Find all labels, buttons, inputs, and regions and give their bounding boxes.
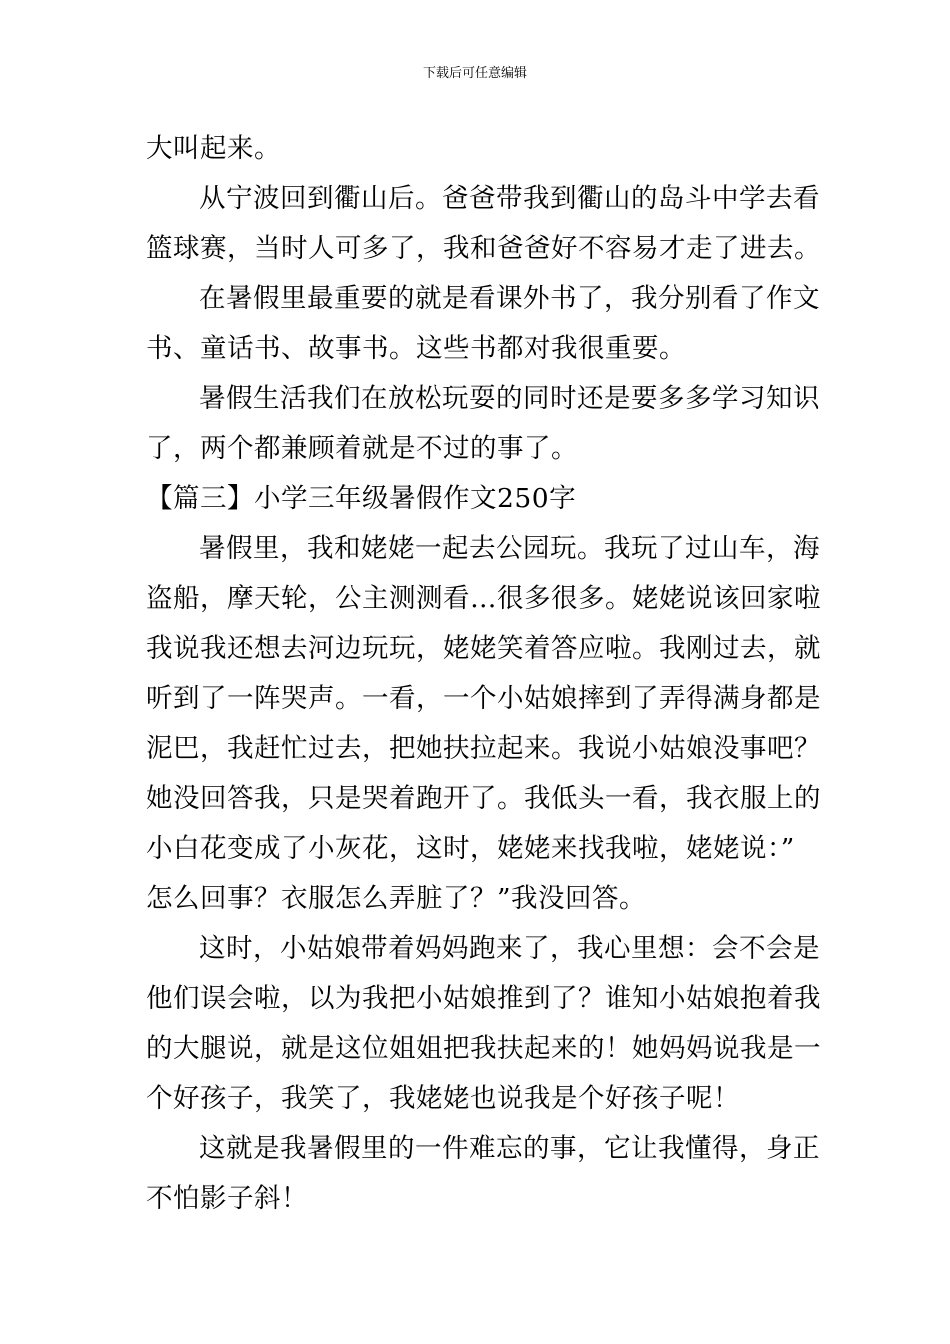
body-line-18: 他们误会啦，以为我把小姑娘推到了？谁知小姑娘抱着我 [146,983,821,1014]
body-line-2: 从宁波回到衢山后。爸爸带我到衢山的岛斗中学去看 [199,183,820,214]
body-line-20: 个好孩子，我笑了，我姥姥也说我是个好孩子呢！ [146,1083,740,1114]
body-line-1: 大叫起来。 [146,133,281,164]
body-line-15: 小白花变成了小灰花，这时，姥姥来找我啦，姥姥说：” [146,833,795,864]
page-header: 下载后可任意编辑 [422,66,527,81]
body-line-11: 我说我还想去河边玩玩，姥姥笑着答应啦。我刚过去，就 [146,633,821,664]
body-line-12: 听到了一阵哭声。一看，一个小姑娘摔到了弄得满身都是 [146,683,821,714]
body-line-4: 在暑假里最重要的就是看课外书了，我分别看了作文 [199,283,820,314]
body-line-17: 这时，小姑娘带着妈妈跑来了，我心里想：会不会是 [199,933,820,964]
body-line-10: 盗船，摩天轮，公主测测看…很多很多。姥姥说该回家啦 [146,583,821,614]
body-line-9: 暑假里，我和姥姥一起去公园玩。我玩了过山车，海 [199,533,820,564]
body-line-19: 的大腿说，就是这位姐姐把我扶起来的！她妈妈说我是一 [146,1033,821,1064]
body-line-21: 这就是我暑假里的一件难忘的事，它让我懂得，身正 [199,1133,820,1164]
body-line-22: 不怕影子斜！ [146,1183,308,1214]
body-line-6: 暑假生活我们在放松玩耍的同时还是要多多学习知识 [199,383,820,414]
body-line-3: 篮球赛，当时人可多了，我和爸爸好不容易才走了进去。 [146,233,821,264]
body-line-7: 了，两个都兼顾着就是不过的事了。 [146,433,578,464]
body-line-16: 怎么回事？衣服怎么弄脏了？”我没回答。 [146,883,647,914]
section-heading: 【篇三】小学三年级暑假作文250字 [146,483,577,514]
body-line-14: 她没回答我，只是哭着跑开了。我低头一看，我衣服上的 [146,783,821,814]
body-line-5: 书、童话书、故事书。这些书都对我很重要。 [146,333,686,364]
body-line-13: 泥巴，我赶忙过去，把她扶拉起来。我说小姑娘没事吧？ [146,733,821,764]
